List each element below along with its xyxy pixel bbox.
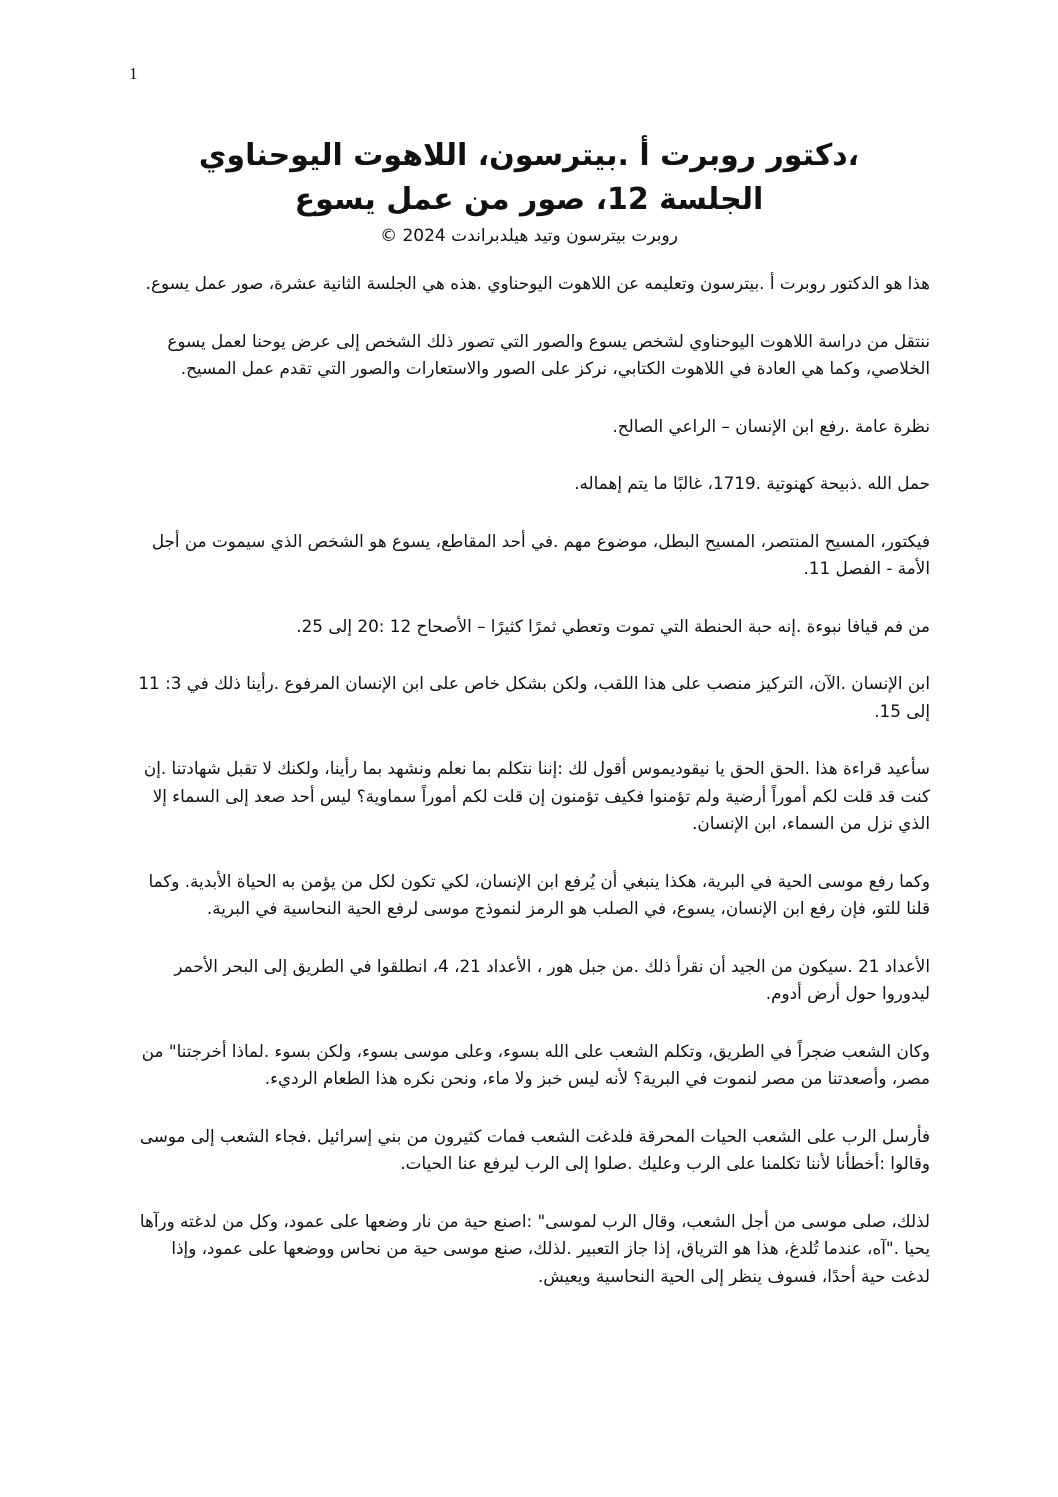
paragraph: فيكتور، المسيح المنتصر، المسيح البطل، موضوع مهم .في أحد المقاطع، يسوع هو الشخص الذي سيموت من أجل الأمة - الفصل 11. [151, 530, 930, 578]
document-header [140, 134, 918, 249]
paragraph: لذلك، صلى موسى من أجل الشعب، وقال الرب لموسى" :اصنع حية من نار وضعها على عمود، وكل من لدغته ورآها يحيا ."آه، عندما تُلدغ، هذا هو الترياق، إذا جاز التعبير .لذلك، صنع موسى حية من نحاس ووضعها على عمود، وإذا لدغت حية أحدًا، فسوف ينظر إلى الحية النحاسية ويعيش. [139, 1210, 930, 1286]
paragraph: وكما رفع موسى الحية في البرية، هكذا ينبغي أن يُرفع ابن الإنسان، لكي تكون لكل من يؤمن به الحياة الأبدية. وكما قلنا للتو، فإن رفع ابن الإنسان، يسوع، في الصلب هو الرمز لنموذج موسى لرفع الحية النحاسية في البرية. [148, 870, 930, 918]
paragraph: فأرسل الرب على الشعب الحيات المحرقة فلدغت الشعب فمات كثيرون من بني إسرائيل .فجاء الشعب إلى موسى وقالوا :أخطأنا لأننا تكلمنا على الرب وعليك .صلوا إلى الرب ليرفع عنا الحيات. [139, 1125, 930, 1173]
paragraph: ننتقل من دراسة اللاهوت اليوحناوي لشخص يسوع والصور التي تصور ذلك الشخص إلى عرض يوحنا لعمل يسوع الخلاصي، وكما هي العادة في اللاهوت الكتابي، نركز على الصور والاستعارات والصور التي تقدم عمل المسيح. [167, 330, 930, 378]
paragraph: وكان الشعب ضجراً في الطريق، وتكلم الشعب على الله بسوء، وعلى موسى بسوء، ولكن بسوء .لماذا أخرجتنا" من مصر، وأصعدتنا من مصر لنموت في البرية؟ لأنه ليس خبز ولا ماء، ونحن نكره هذا الطعام الرديء. [141, 1040, 930, 1088]
paragraph: نظرة عامة .رفع ابن الإنسان – الراعي الصالح. [612, 415, 930, 436]
paragraph: هذا هو الدكتور روبرت أ .بيترسون وتعليمه عن اللاهوت اليوحناوي .هذه هي الجلسة الثانية عشرة، صور عمل يسوع. [145, 273, 930, 293]
title-line-1: ،دكتور روبرت أ .بيترسون، اللاهوت اليوحناوي [198, 138, 860, 173]
copyright-credit: روبرت بيترسون وتيد هيلدبراندت 2024 © [380, 226, 678, 246]
paragraph: سأعيد قراءة هذا .الحق الحق يا نيقوديموس أقول لك :إننا نتكلم بما نعلم ونشهد بما رأينا، ولكنك لا تقبل شهادتنا .إن كنت قد قلت لكم أموراً أرضية ولم تؤمنوا فكيف تؤمنون إن قلت لكم أموراً سماوية؟ ليس أحد صعد إلى السماء إلا الذي نزل من السماء، ابن الإنسان. [143, 758, 930, 833]
transcript-body [135, 270, 930, 1320]
paragraph: من فم قيافا نبوءة .إنه حبة الحنطة التي تموت وتعطي ثمرًا كثيرًا – الأصحاح 12 :20 إلى 25. [296, 615, 930, 636]
title-line-2: الجلسة 12، صور من عمل يسوع [294, 182, 764, 217]
paragraph: ابن الإنسان .الآن، التركيز منصب على هذا اللقب، ولكن بشكل خاص على ابن الإنسان المرفوع .رأينا ذلك في 3: 11 إلى 15. [138, 673, 930, 721]
paragraph: الأعداد 21 .سيكون من الجيد أن نقرأ ذلك .من جبل هور ، الأعداد 21، 4، انطلقوا في الطريق إلى البحر الأحمر ليدوروا حول أرض أدوم. [174, 955, 930, 1003]
paragraph: حمل الله .ذبيحة كهنوتية .1719، غالبًا ما يتم إهماله. [574, 473, 930, 493]
page-number: 1 [129, 64, 138, 83]
